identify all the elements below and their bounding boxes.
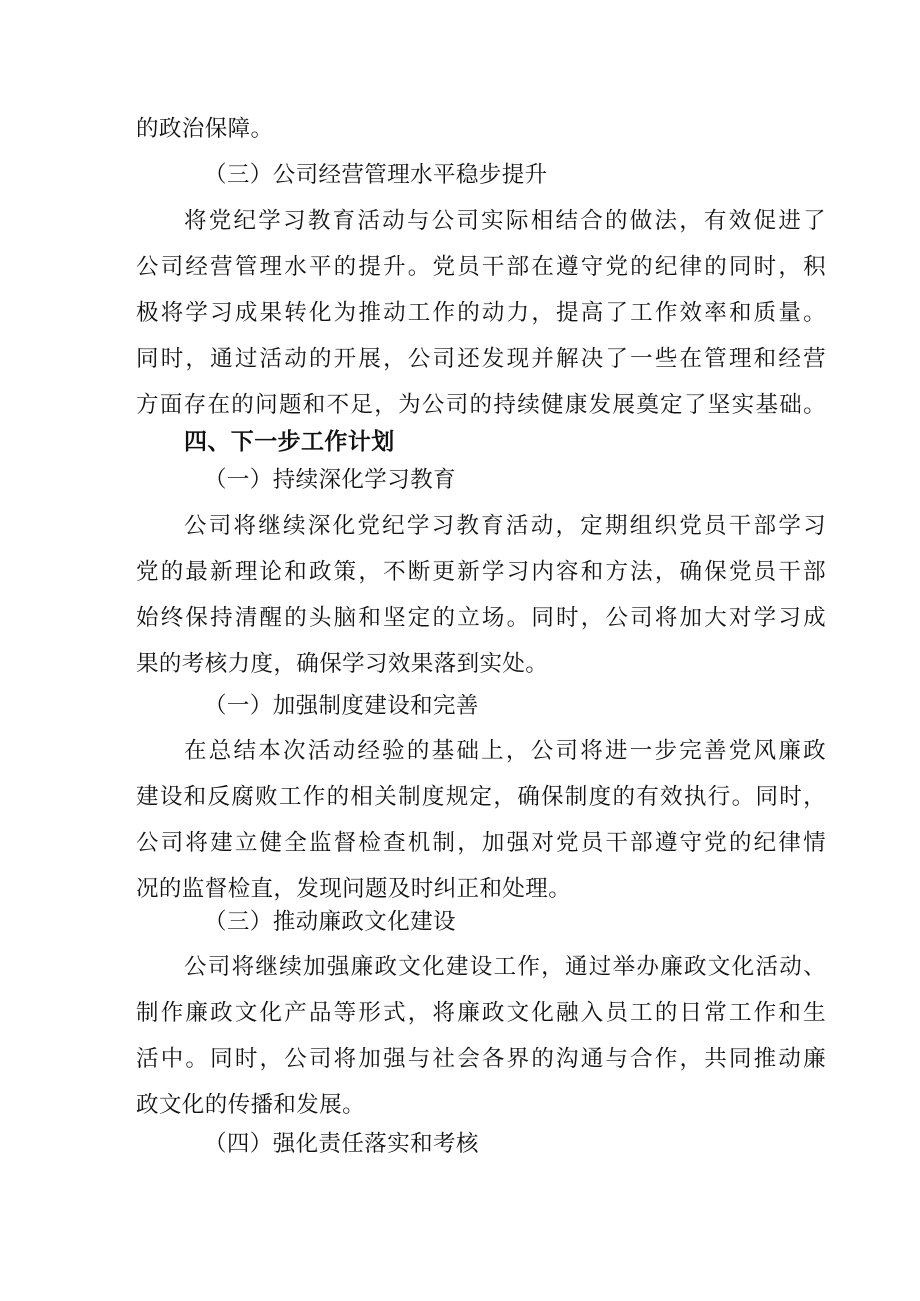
paragraph-line: 公司将建立健全监督检查机制，加强对党员干部遵守党的纪律情: [136, 830, 826, 856]
paragraph-line: 在总结本次活动经验的基础上，公司将进一步完善党风廉政: [184, 738, 826, 764]
paragraph-line: 公司将继续加强廉政文化建设工作，通过举办廉政文化活动、: [184, 954, 826, 980]
paragraph-line: 党的最新理论和政策，不断更新学习内容和方法，确保党员干部: [136, 559, 826, 585]
section-subheading: （三）推动廉政文化建设: [204, 909, 456, 935]
paragraph-line: 始终保持清醒的头脑和坚定的立场。同时，公司将加大对学习成: [136, 605, 826, 631]
section-subheading: （一）持续深化学习教育: [204, 467, 456, 493]
section-subheading: （一）加强制度建设和完善: [204, 693, 479, 719]
paragraph-line: 的政治保障。: [136, 116, 274, 142]
paragraph-line: 建设和反腐败工作的相关制度规定，确保制度的有效执行。同时，: [136, 784, 826, 810]
paragraph-line: 将党纪学习教育活动与公司实际相结合的做法，有效促进了: [184, 208, 826, 234]
paragraph-line: 公司将继续深化党纪学习教育活动，定期组织党员干部学习: [184, 513, 826, 539]
section-subheading: （四）强化责任落实和考核: [204, 1131, 479, 1157]
section-subheading: （三）公司经营管理水平稳步提升: [204, 162, 548, 188]
paragraph-line: 极将学习成果转化为推动工作的动力，提高了工作效率和质量。: [136, 300, 826, 326]
paragraph-line: 公司经营管理水平的提升。党员干部在遵守党的纪律的同时，积: [136, 254, 826, 280]
paragraph-line: 活中。同时，公司将加强与社会各界的沟通与合作，共同推动廉: [136, 1046, 826, 1072]
paragraph-line: 制作廉政文化产品等形式，将廉政文化融入员工的日常工作和生: [136, 1000, 826, 1026]
section-heading: 四、下一步工作计划: [184, 429, 395, 455]
paragraph-line: 果的考核力度，确保学习效果落到实处。: [136, 651, 549, 677]
paragraph-line: 况的监督检直，发现问题及时纠正和处理。: [136, 876, 572, 902]
paragraph-line: 政文化的传播和发展。: [136, 1092, 366, 1118]
paragraph-line: 方面存在的问题和不足，为公司的持续健康发展奠定了坚实基础。: [136, 392, 826, 418]
paragraph-line: 同时，通过活动的开展，公司还发现并解决了一些在管理和经营: [136, 346, 826, 372]
